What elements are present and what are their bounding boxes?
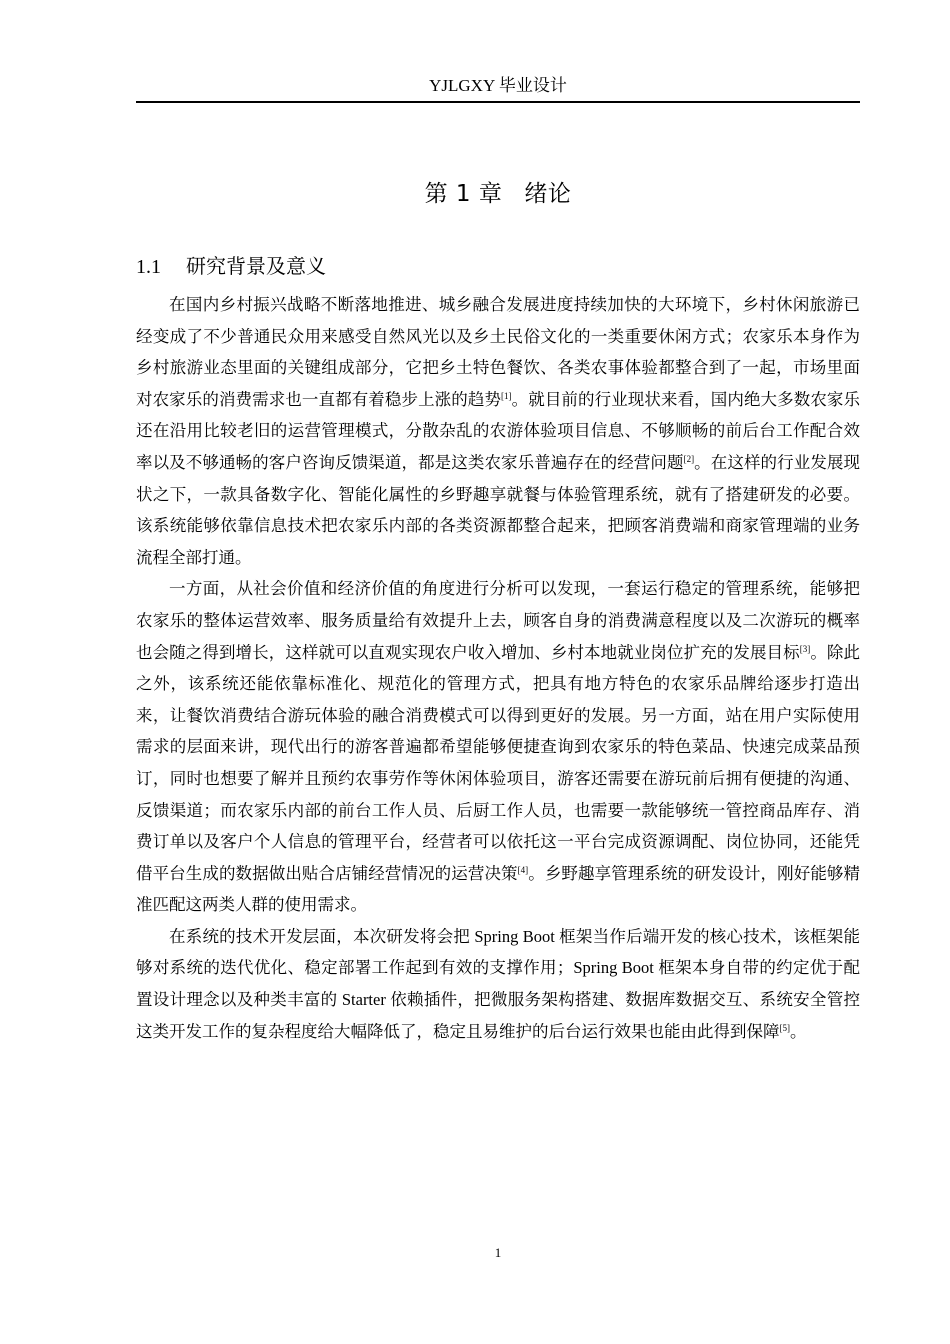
text-run: 在系统的技术开发层面，本次研发将会把 Spring Boot 框架当作后端开发的核心技术，该框架能够对系统的迭代优化、稳定部署工作起到有效的支撑作用；Spring Boot 框架本身自带的约定优于配置设计理念以及种类丰富的 Starter 依赖插件，把微服务架构搭建、数据库数据交互、系统安全管控这类开发工作的复杂程度给大幅降低了，稳定且易维护的后台运行效果也能由此得到保障 bbox=[136, 926, 860, 1041]
body-text bbox=[136, 289, 860, 1047]
text-run: 。 bbox=[790, 1021, 807, 1041]
section-name: 研究背景及意义 bbox=[186, 254, 326, 278]
text-run: 。就目前的行业现状来看，国内绝大多数农家乐还在沿用比较老旧的运营管理模式，分散杂乱的农游体验项目信息、不够顺畅的前后台工作配合效率以及不够通畅的客户咨询反馈渠道，都是这类农家乐普遍存在的经营问题 bbox=[136, 389, 861, 472]
paragraph-1 bbox=[136, 289, 860, 573]
header-rule bbox=[136, 101, 860, 103]
chapter-label: 第 1 章 bbox=[424, 181, 503, 207]
citation-ref: [4] bbox=[517, 864, 529, 875]
paragraph-3 bbox=[136, 921, 860, 1047]
text-run: 在国内乡村振兴战略不断落地推进、城乡融合发展进度持续加快的大环境下，乡村休闲旅游已经变成了不少普通民众用来感受自然风光以及乡土民俗文化的一类重要休闲方式；农家乐本身作为乡村旅游业态里面的关键组成部分，它把乡土特色餐饮、各类农事体验都整合到了一起，市场里面对农家乐的消费需求也一直都有着稳步上涨的趋势 bbox=[136, 295, 860, 409]
text-run: 。在这样的行业发展现状之下，一款具备数字化、智能化属性的乡野趣享就餐与体验管理系统，就有了搭建研发的必要。该系统能够依靠信息技术把农家乐内部的各类资源都整合起来，把顾客消费端和商家管理端的业务流程全部打通。 bbox=[136, 452, 861, 567]
text-run: 一方面，从社会价值和经济价值的角度进行分析可以发现，一套运行稳定的管理系统，能够把农家乐的整体运营效率、服务质量给有效提升上去，顾客自身的消费满意程度以及二次游玩的概率也会随之得到增长，这样就可以直观实现农户收入增加、乡村本地就业岗位扩充的发展目标 bbox=[136, 579, 860, 662]
citation-ref: [3] bbox=[799, 643, 811, 654]
page-number: 1 bbox=[494, 1245, 502, 1260]
citation-ref: [1] bbox=[501, 390, 512, 401]
section-number: 1.1 bbox=[136, 256, 161, 278]
text-run: 。除此之外，该系统还能依靠标准化、规范化的管理方式，把具有地方特色的农家乐品牌给逐步打造出来，让餐饮消费结合游玩体验的融合消费模式可以得到更好的发展。另一方面，站在用户实际使用需求的层面来讲，现代出行的游客普遍都希望能够便捷查询到农家乐的特色菜品、快速完成菜品预订，同时也想要了解并且预约农事劳作等休闲体验项目，游客还需要在游玩前后拥有便捷的沟通、反馈渠道；而农家乐内部的前台工作人员、后厨工作人员，也需要一款能够统一管控商品库存、消费订单以及客户个人信息的管理平台，经营者可以依托这一平台完成资源调配、岗位协同，还能凭借平台生成的数据做出贴合店铺经营情况的运营决策 bbox=[136, 642, 861, 883]
page-header: YJLGXY 毕业设计 bbox=[429, 76, 567, 95]
text-run: 。乡野趣享管理系统的研发设计，刚好能够精准匹配这两类人群的使用需求。 bbox=[136, 863, 861, 915]
chapter-title bbox=[136, 178, 860, 210]
section-heading bbox=[136, 252, 860, 281]
citation-ref: [5] bbox=[779, 1022, 790, 1033]
paragraph-2 bbox=[136, 573, 860, 921]
citation-ref: [2] bbox=[683, 453, 695, 464]
chapter-name: 绪论 bbox=[524, 181, 572, 207]
